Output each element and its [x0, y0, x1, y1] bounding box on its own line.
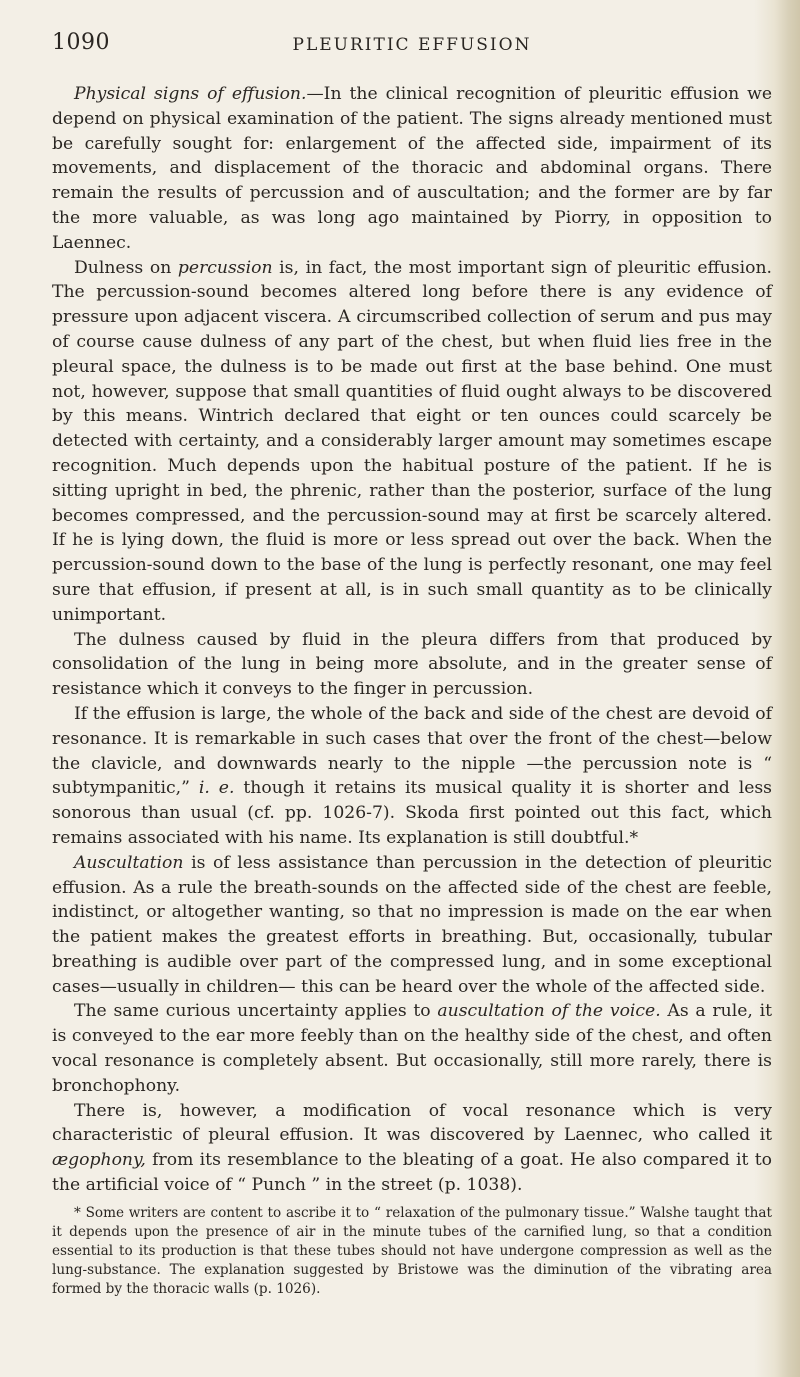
paragraph-emphasis: percussion	[177, 257, 273, 278]
paragraph-physical-signs	[52, 82, 772, 256]
paragraph-emphasis: ægophony,	[52, 1150, 146, 1171]
page-header	[52, 0, 772, 82]
paragraph-text: The same curious uncertainty applies to	[74, 1001, 438, 1022]
paragraph-voice	[52, 999, 772, 1098]
paragraph-percussion	[52, 256, 772, 628]
paragraph-lead: Physical signs of effusion.	[74, 84, 307, 104]
paragraph-text: is, in fact, the most important sign of pleuritic effusion. The percussion-sound becomes altered long before there is any evidence of pressure upon adjacent viscera. A circumscribed collection of serum and pus may of course cause dulness of any part of the chest, but when fluid lies free in the pleural space, the dulness is to be made out first at the base behind. One must not, however, suppose that small quantities of fluid ought always to be discovered by this means. Wintrich declared that eight or ten ounces could scarcely be detected with certainty, and a considerably larger amount may sometimes escape recognition. Much depends upon the habitual posture of the patient. If he is sitting upright in bed, the phrenic, rather than the posterior, surface of the lung becomes compressed, and the percussion-sound may at first be scarcely altered. If he is lying down, the fluid is more or less spread out over the back. When the percussion-sound down to the base of the lung is perfectly resonant, one may feel sure that effusion, if present at all, is in such small quantity as to be clinically unimportant.	[52, 257, 772, 625]
book-page	[52, 0, 772, 1299]
body-text	[52, 82, 772, 1198]
paragraph-text: Dulness on	[74, 257, 178, 278]
paragraph-lead: Auscultation	[74, 852, 184, 873]
paragraph-dulness	[52, 628, 772, 702]
footnote-text: * Some writers are content to ascribe it to “ relaxation of the pulmonary tissue.” Walshe taught that it depends upon the presence of air in the minute tubes of the carnified lung, so that a condition essential to its production is that these tubes should not have undergone compression as well as the lung-substance. The explanation suggested by Bristowe was the diminution of the vibrating area formed by the thoracic walls (p. 1026).	[52, 1204, 772, 1297]
paragraph-text: —In the clinical recognition of pleuritic effusion we depend on physical examination of the patient. The signs already mentioned must be carefully sought for: enlargement of the affected side, impairment of its movements, and displacement of the thoracic and abdominal organs. There remain the results of percussion and of auscultation; and the former are by far the more valuable, as was long ago maintained by Piorry, in opposition to Laennec.	[52, 84, 772, 253]
paragraph-text: There is, however, a modification of vocal resonance which is very characteristic of pleural effusion. It was discovered by Laennec, who called it	[52, 1100, 772, 1146]
paragraph-text: If the effusion is large, the whole of the back and side of the chest are devoid of resonance. It is remarkable in such cases that over the front of the chest—below the clavicle, and downwards nearly to the nipple —the percussion note is “ subtympanitic,”	[52, 703, 772, 799]
running-head: PLEURITIC EFFUSION	[292, 35, 532, 55]
paragraph-text: is of less assistance than percussion in the detection of pleuritic effusion. As a rule the breath-sounds on the affected side of the chest are feeble, indistinct, or altogether wanting, so that no impression is made on the ear when the patient makes the greatest efforts in breathing. But, occasionally, tubular breathing is audible over part of the compressed lung, and in some exceptional cases—usually in children— this can be heard over the whole of the affected side.	[52, 852, 772, 997]
paragraph-auscultation	[52, 851, 772, 1000]
page-number: 1090	[52, 30, 110, 55]
paragraph-emphasis: i. e.	[198, 778, 235, 799]
paragraph-large-effusion	[52, 702, 772, 851]
paragraph-text: As a rule, it is conveyed to the ear more feebly than on the healthy side of the chest, and often vocal resonance is completely absent. But occasionally, still more rarely, there is bronchophony.	[52, 1001, 772, 1096]
paragraph-text: The dulness caused by fluid in the pleura differs from that produced by consolidation of the lung in being more absolute, and in the greater sense of resistance which it conveys to the finger in percussion.	[52, 629, 772, 700]
paragraph-text: from its resemblance to the bleating of a goat. He also compared it to the artificial voice of “ Punch ” in the street (p. 1038).	[52, 1150, 772, 1196]
footnote	[52, 1204, 772, 1299]
paragraph-text: though it retains its musical quality it is shorter and less sonorous than usual (cf. pp. 1026-7). Skoda first pointed out this fact, which remains associated with his name. Its explanation is still doubtful.*	[52, 778, 773, 848]
paragraph-aegophony	[52, 1099, 772, 1198]
paragraph-emphasis: auscultation of the voice.	[437, 1001, 661, 1022]
